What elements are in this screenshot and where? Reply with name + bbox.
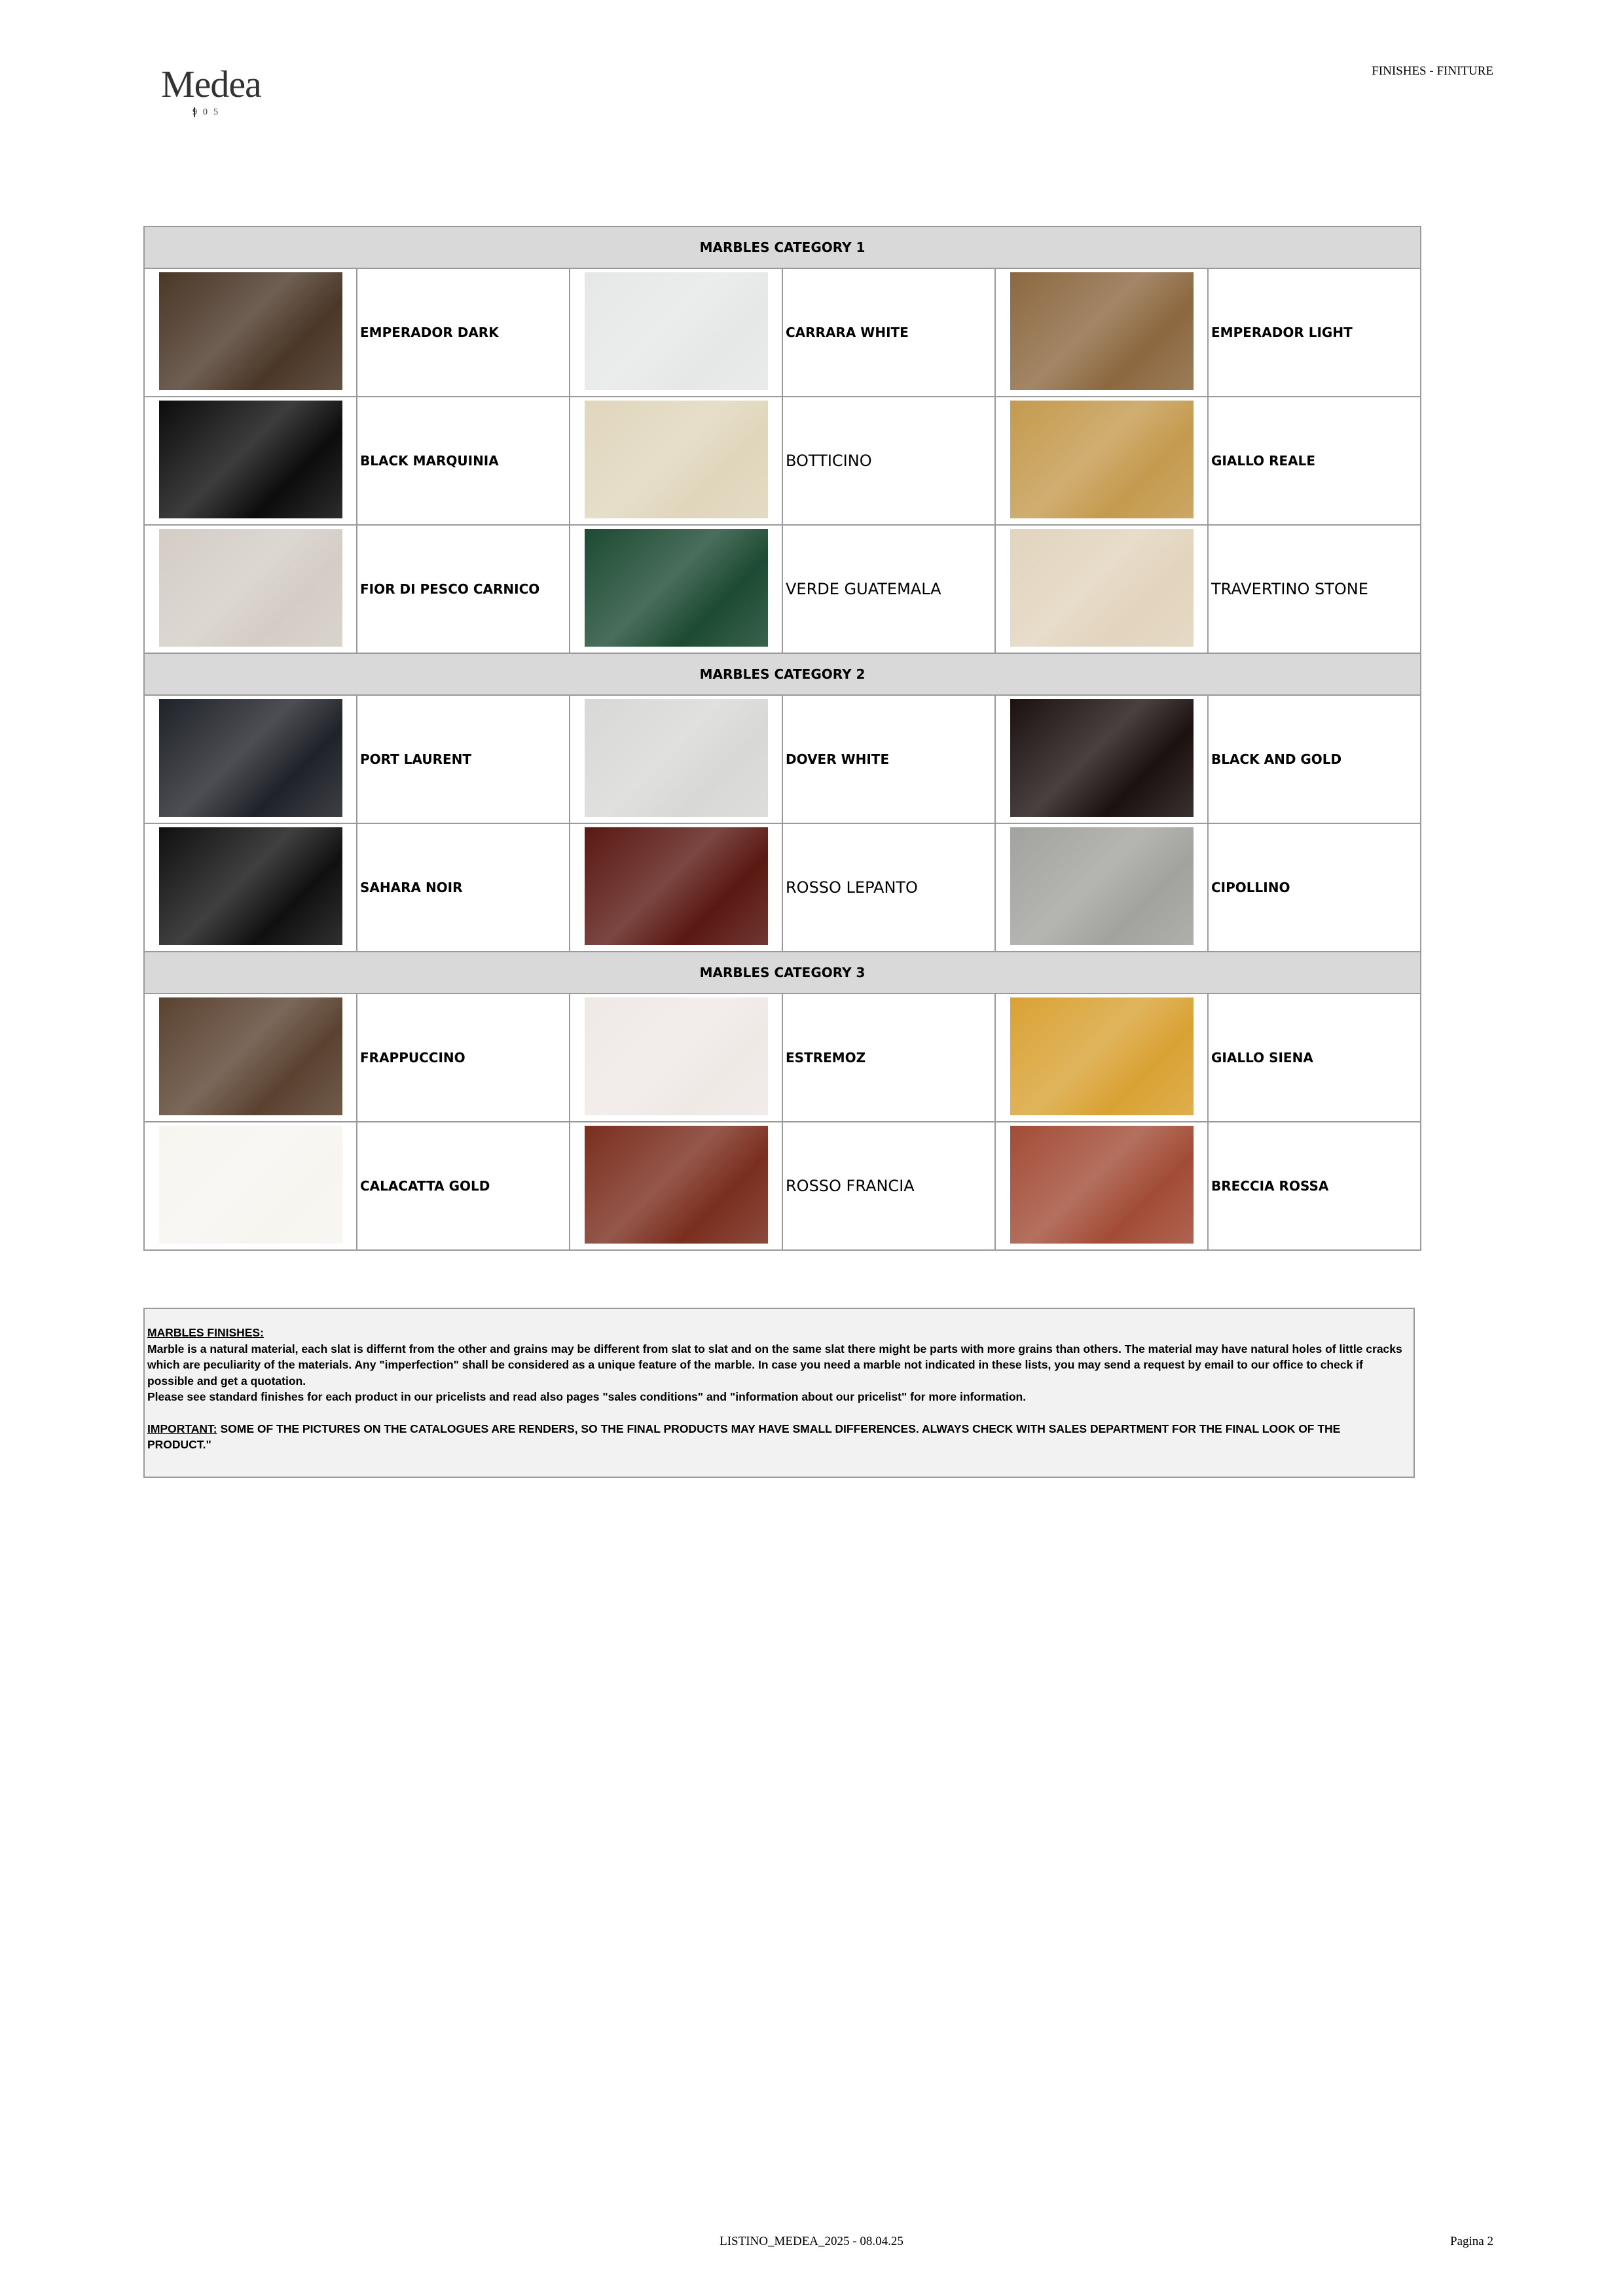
marble-swatch — [1010, 272, 1194, 390]
marble-name: CALACATTA GOLD — [357, 1122, 570, 1250]
category-title: MARBLES CATEGORY 2 — [144, 653, 1421, 695]
marble-name: BLACK MARQUINIA — [357, 397, 570, 525]
marble-name: TRAVERTINO STONE — [1208, 525, 1421, 653]
marble-name: CARRARA WHITE — [782, 268, 995, 397]
marble-name: VERDE GUATEMALA — [782, 525, 995, 653]
marble-swatch — [159, 699, 342, 817]
logo-year: 905 — [192, 107, 224, 117]
marble-swatch — [1010, 529, 1194, 647]
marble-swatch — [1010, 827, 1194, 945]
marble-swatch — [159, 529, 342, 647]
category-header-3 — [144, 952, 1421, 994]
category-header-1 — [144, 226, 1421, 268]
logo-wordmark: Medea — [161, 63, 261, 105]
marbles-finishes-notes — [143, 1308, 1415, 1478]
table-row — [144, 525, 1421, 653]
marble-swatch — [1010, 699, 1194, 817]
marble-name: PORT LAURENT — [357, 695, 570, 823]
marble-swatch — [159, 827, 342, 945]
notes-body: Marble is a natural material, each slat is differnt from the other and grains may be different from slat to slat and on the same slat there might be parts with more grains than others. The material may have natural holes of little cracks which are peculiarity of the materials. Any "imperfection" shall be considered as a unique feature of the marble. In case you need a marble not indicated in these lists, you may send a request by email to our office to check if possible and get a quotation. — [147, 1342, 1402, 1388]
category-title: MARBLES CATEGORY 3 — [144, 952, 1421, 994]
marble-name: DOVER WHITE — [782, 695, 995, 823]
marble-name: ESTREMOZ — [782, 994, 995, 1122]
footer-page-number: Pagina 2 — [1450, 2234, 1493, 2248]
important-label: IMPORTANT: — [147, 1422, 217, 1435]
marble-name: ROSSO FRANCIA — [782, 1122, 995, 1250]
table-row — [144, 994, 1421, 1122]
category-title: MARBLES CATEGORY 1 — [144, 226, 1421, 268]
table-row — [144, 1122, 1421, 1250]
category-header-2 — [144, 653, 1421, 695]
table-row — [144, 397, 1421, 525]
table-row — [144, 268, 1421, 397]
marble-name: GIALLO SIENA — [1208, 994, 1421, 1122]
marble-swatch — [585, 272, 768, 390]
marble-name: BOTTICINO — [782, 397, 995, 525]
marble-name: FRAPPUCCINO — [357, 994, 570, 1122]
section-title: FINISHES - FINITURE — [1372, 64, 1493, 78]
marble-swatch — [585, 1126, 768, 1244]
marble-swatch — [159, 997, 342, 1115]
table-row — [144, 695, 1421, 823]
marble-name: ROSSO LEPANTO — [782, 823, 995, 952]
marble-swatch — [1010, 997, 1194, 1115]
marble-name: BRECCIA ROSSA — [1208, 1122, 1421, 1250]
notes-heading: MARBLES FINISHES: — [147, 1326, 264, 1339]
marble-name: EMPERADOR LIGHT — [1208, 268, 1421, 397]
marble-swatch — [585, 699, 768, 817]
marble-swatch — [1010, 401, 1194, 518]
marble-swatch — [585, 827, 768, 945]
marble-name: SAHARA NOIR — [357, 823, 570, 952]
marble-swatch — [585, 529, 768, 647]
marble-swatch — [159, 1126, 342, 1244]
marble-swatch — [159, 272, 342, 390]
marble-swatch — [1010, 1126, 1194, 1244]
marble-name: EMPERADOR DARK — [357, 268, 570, 397]
marble-name: FIOR DI PESCO CARNICO — [357, 525, 570, 653]
notes-line2: Please see standard finishes for each product in our pricelists and read also pages "sales conditions" and "information about our pricelist" for more information. — [147, 1390, 1027, 1403]
marble-name: BLACK AND GOLD — [1208, 695, 1421, 823]
footer-doc-id: LISTINO_MEDEA_2025 - 08.04.25 — [720, 2234, 903, 2248]
marble-swatch — [585, 401, 768, 518]
marbles-table — [143, 226, 1421, 1251]
marble-swatch — [159, 401, 342, 518]
important-note — [147, 1421, 1406, 1453]
marble-name: CIPOLLINO — [1208, 823, 1421, 952]
marble-name: GIALLO REALE — [1208, 397, 1421, 525]
important-text: SOME OF THE PICTURES ON THE CATALOGUES ARE RENDERS, SO THE FINAL PRODUCTS MAY HAVE SMALL DIFFERENCES. ALWAYS CHECK WITH SALES DEPARTMENT FOR THE FINAL LOOK OF THE PRODUCT." — [147, 1422, 1341, 1451]
medea-logo — [161, 65, 279, 124]
marble-swatch — [585, 997, 768, 1115]
table-row — [144, 823, 1421, 952]
